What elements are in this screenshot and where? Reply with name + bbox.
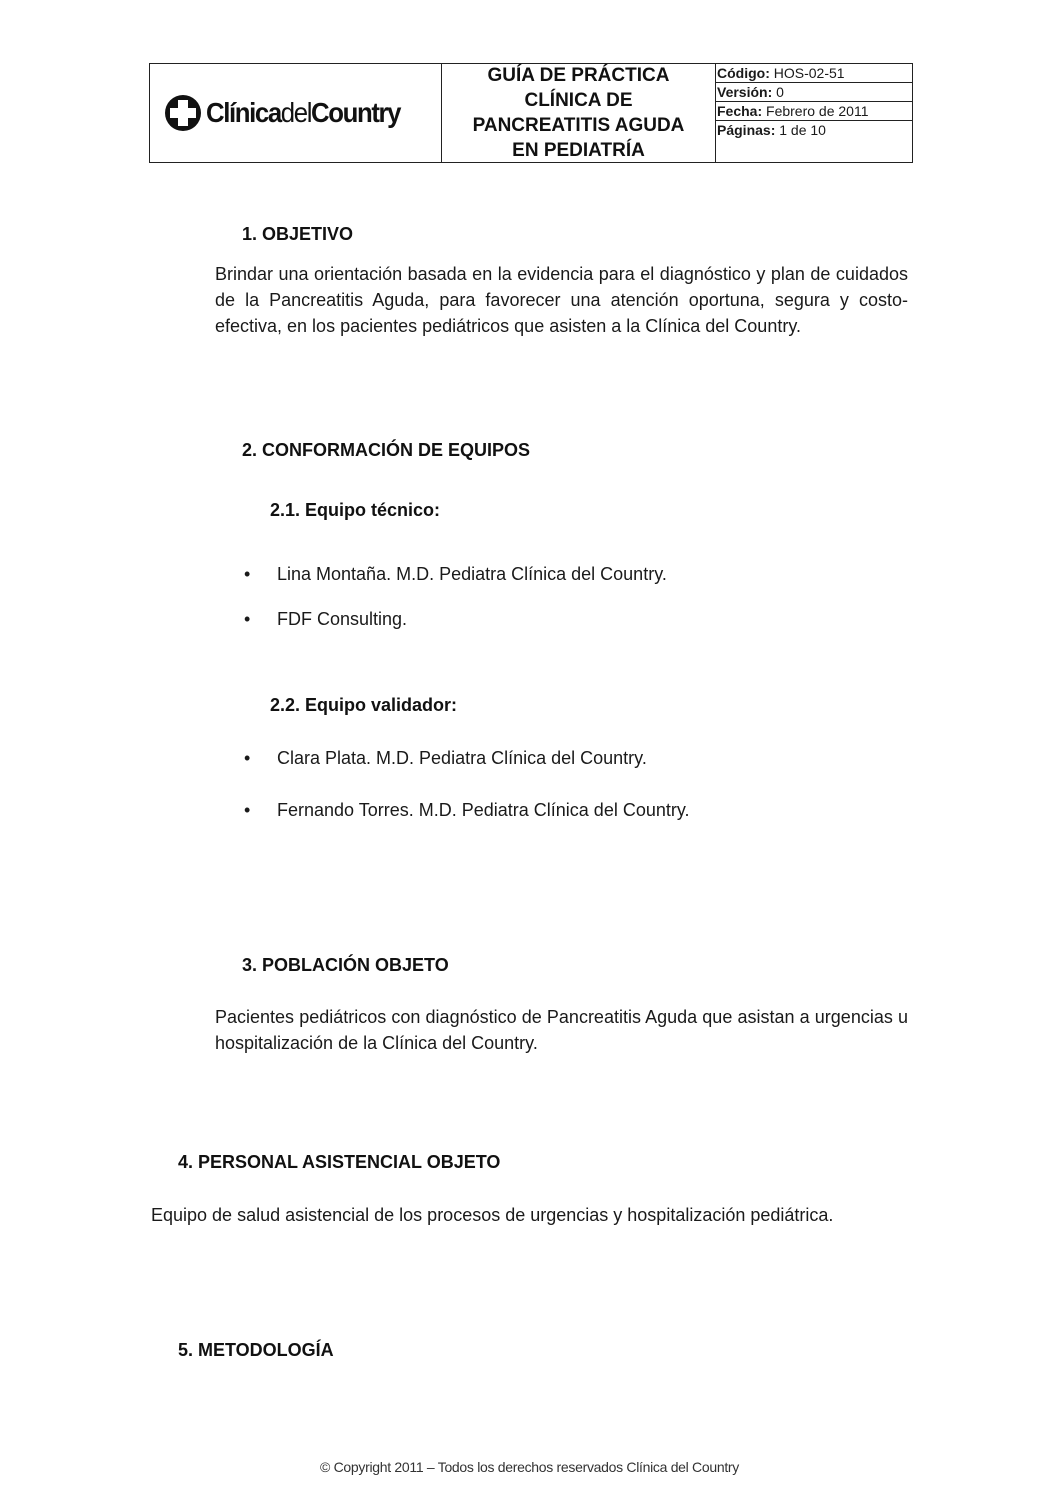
section-heading-personal: 4. PERSONAL ASISTENCIAL OBJETO — [178, 1152, 501, 1172]
meta-paginas: Páginas: 1 de 10 — [717, 122, 826, 138]
subheading-equipo-validador: 2.2. Equipo validador: — [270, 695, 458, 715]
logo — [150, 64, 442, 162]
document-title — [442, 64, 716, 162]
meta-fecha: Fecha: Febrero de 2011 — [716, 102, 912, 121]
medical-cross-icon — [164, 94, 202, 132]
section-heading-equipos: 2. CONFORMACIÓN DE EQUIPOS — [242, 440, 531, 460]
section-text-objetivo: Brindar una orientación basada en la evidencia para el diagnóstico y plan de cuidados de la Pancreatitis Aguda, para favorecer una atención oportuna, segura y costo-efectiva, en los pacientes pediátricos que asisten a la Clínica del Country. — [215, 264, 908, 336]
section-heading-metodologia: 5. METODOLOGÍA — [178, 1340, 334, 1360]
copyright-footer: © Copyright 2011 – Todos los derechos reservados Clínica del Country — [320, 1459, 739, 1475]
bullet-icon: • — [244, 609, 251, 629]
title-line: GUÍA DE PRÁCTICA — [487, 65, 670, 86]
section-text-personal: Equipo de salud asistencial de los procesos de urgencias y hospitalización pediátrica. — [151, 1205, 834, 1225]
bullet-icon: • — [244, 800, 251, 820]
meta-version: Versión: 0 — [716, 83, 912, 102]
section-heading-objetivo: 1. OBJETIVO — [242, 224, 354, 244]
bullet-icon: • — [244, 748, 251, 768]
subheading-equipo-tecnico: 2.1. Equipo técnico: — [270, 500, 441, 520]
section-heading-poblacion: 3. POBLACIÓN OBJETO — [242, 955, 449, 975]
title-line: PANCREATITIS AGUDA — [472, 115, 685, 136]
title-line: EN PEDIATRÍA — [512, 140, 645, 161]
document-meta — [716, 64, 912, 162]
title-line: CLÍNICA DE — [524, 90, 633, 111]
logo-wordmark: ClínicadelCountry — [206, 97, 401, 128]
section-text-poblacion: Pacientes pediátricos con diagnóstico de Pancreatitis Aguda que asistan a urgencias u hospitalización de la Clínica del Country. — [215, 1007, 908, 1053]
bullet-icon: • — [244, 564, 251, 584]
meta-codigo: Código: HOS-02-51 — [716, 64, 912, 83]
document-header — [149, 63, 913, 163]
